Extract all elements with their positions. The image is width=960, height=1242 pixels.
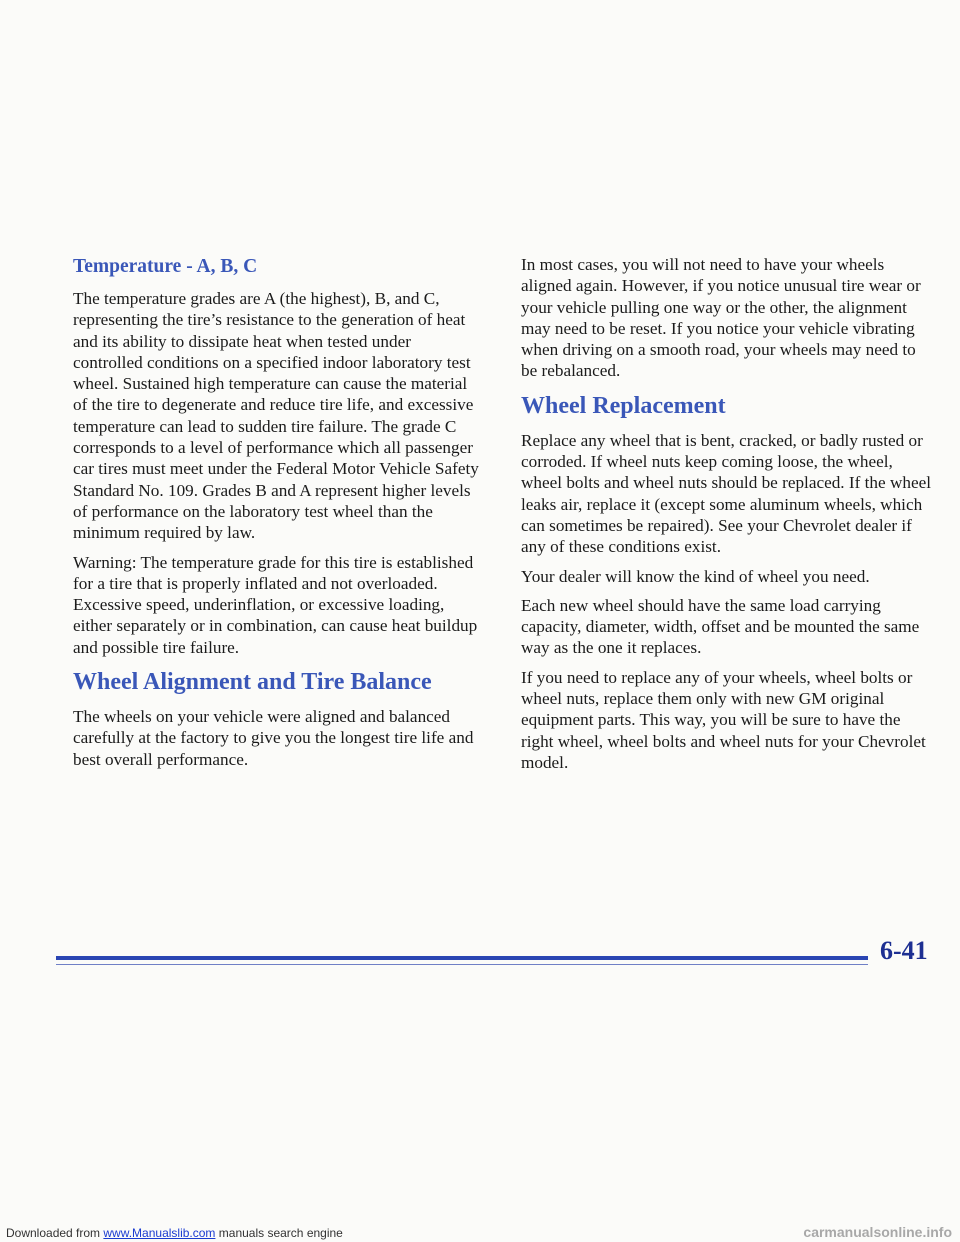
footer-suffix: manuals search engine <box>215 1226 343 1240</box>
temperature-heading: Temperature - A, B, C <box>73 256 258 277</box>
replacement-paragraph-1: Replace any wheel that is bent, cracked, or badly rusted or corroded. If wheel nuts keep coming loose, the wheel, wheel bolts and wheel nuts should be replaced. If the wheel leaks air, replace it (except some aluminum wheels, which can sometimes be repaired). See your Chevrolet dealer if any of these conditions exist. <box>521 430 931 557</box>
right-column <box>521 254 931 781</box>
alignment-paragraph: The wheels on your vehicle were aligned and balanced carefully at the factory to give you the longest tire life and best overall performance. <box>73 707 474 769</box>
replacement-paragraph-2: Your dealer will know the kind of wheel you need. <box>521 566 870 586</box>
alignment-heading: Wheel Alignment and Tire Balance <box>73 669 432 696</box>
watermark: carmanualsonline.info <box>803 1224 952 1240</box>
manualslib-link[interactable]: www.Manualslib.com <box>103 1226 216 1240</box>
replacement-paragraph-4: If you need to replace any of your wheels, wheel bolts or wheel nuts, replace them only with new GM original equipment parts. This way, you will be sure to have the right wheel, wheel bolts and wheel nuts for your Chevrolet model. <box>521 667 926 772</box>
footer-rule-thin <box>56 964 868 965</box>
footer-prefix: Downloaded from <box>6 1226 104 1240</box>
left-column <box>73 254 483 778</box>
replacement-heading: Wheel Replacement <box>521 392 726 419</box>
footer-rule <box>56 956 868 962</box>
warning-paragraph: Warning: The temperature grade for this tire is established for a tire that is properly inflated and not overloaded. Excessive speed, underinflation, or excessive loading, either separately or in combination, can cause heat buildup and possible tire failure. <box>73 552 478 657</box>
download-footer <box>6 1226 343 1240</box>
temperature-paragraph: The temperature grades are A (the highest), B, and C, representing the tire’s resistance to the generation of heat and its ability to dissipate heat when tested under controlled conditions on a specified indoor laboratory test wheel. Sustained high temperature can cause the material of the tire to degenerate and reduce tire life, and excessive temperature can lead to sudden tire failure. The grade C corresponds to a level of performance which all passenger car tires must meet under the Federal Motor Vehicle Safety Standard No. 109. Grades B and A represent higher levels of performance on the laboratory test wheel than the minimum required by law. <box>73 289 479 543</box>
footer-rule-thick <box>56 956 868 960</box>
page-number: 6-41 <box>880 936 928 965</box>
alignment-continued-paragraph: In most cases, you will not need to have your wheels aligned again. However, if you notice unusual tire wear or your vehicle pulling one way or the other, the alignment may need to be reset. If you notice your vehicle vibrating when driving on a smooth road, your wheels may need to be rebalanced. <box>521 255 921 381</box>
replacement-paragraph-3: Each new wheel should have the same load carrying capacity, diameter, width, offset and be mounted the same way as the one it replaces. <box>521 595 920 658</box>
